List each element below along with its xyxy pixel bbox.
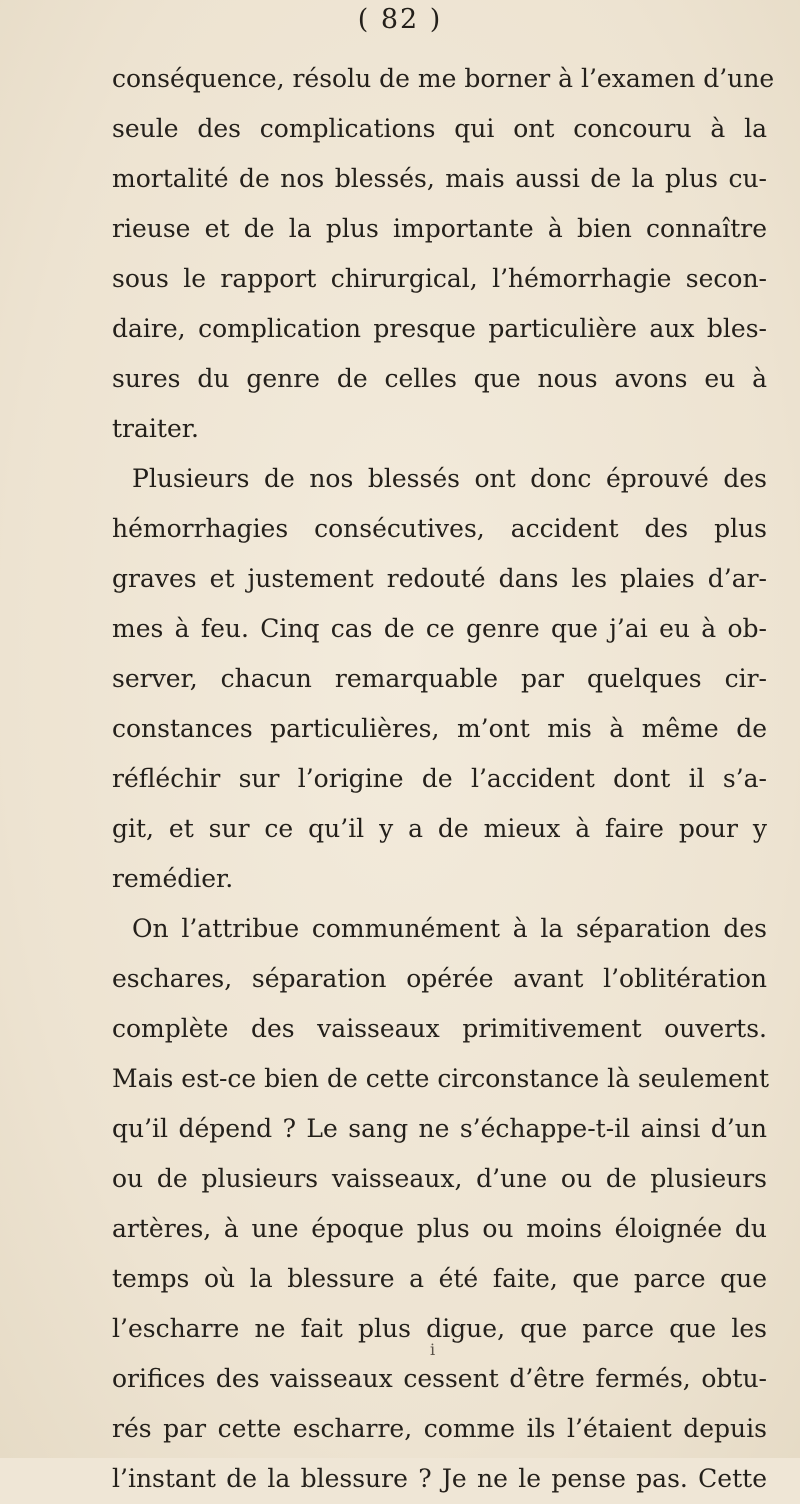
text-line: mes à feu. Cinq cas de ce genre que j’ai eu à ob- [112, 614, 767, 643]
text-line: git, et sur ce qu’il y a de mieux à faire pour y [112, 814, 767, 843]
body-text [112, 54, 775, 1504]
page-number: ( 82 ) [357, 4, 443, 35]
text-line: seule des complications qui ont concouru à la [112, 114, 767, 143]
text-line: conséquence, résolu de me borner à l’examen d’une [112, 64, 775, 93]
text-line: l’escharre ne fait plus digue, que parce que les [112, 1314, 767, 1343]
text-line: remédier. [112, 864, 234, 893]
text-line: qu’il dépend ? Le sang ne s’échappe-t-il ainsi d’un [112, 1114, 767, 1143]
text-line: traiter. [112, 414, 199, 443]
text-line: rieuse et de la plus importante à bien connaître [112, 214, 767, 243]
text-line: hémorrhagies consécutives, accident des plus [112, 514, 767, 543]
text-line: réfléchir sur l’origine de l’accident dont il s’a- [112, 764, 767, 793]
text-line: Mais est-ce bien de cette circonstance là seulement [112, 1064, 770, 1093]
text-line: server, chacun remarquable par quelques cir- [112, 664, 767, 693]
signature-mark: i [430, 1340, 436, 1359]
text-line: daire, complication presque particulière aux bles- [112, 314, 767, 343]
text-line: sous le rapport chirurgical, l’hémorrhagie secon- [112, 264, 767, 293]
text-line: ou de plusieurs vaisseaux, d’une ou de plusieurs [112, 1164, 767, 1193]
text-line: sures du genre de celles que nous avons eu à [112, 364, 767, 393]
text-line: On l’attribue communément à la séparation des [132, 914, 767, 943]
paragraph-2 [112, 454, 767, 904]
text-line: eschares, séparation opérée avant l’oblitération [112, 964, 767, 993]
text-line: Plusieurs de nos blessés ont donc éprouvé des [132, 464, 767, 493]
text-line: constances particulières, m’ont mis à même de [112, 714, 767, 743]
text-line: mortalité de nos blessés, mais aussi de la plus cu- [112, 164, 767, 193]
text-line: orifices des vaisseaux cessent d’être fermés, obtu- [112, 1364, 767, 1393]
text-line: temps où la blessure a été faite, que parce que [112, 1264, 767, 1293]
text-line: complète des vaisseaux primitivement ouverts. [112, 1014, 767, 1043]
paragraph-3 [112, 904, 770, 1504]
paragraph-1 [112, 54, 775, 454]
text-line: rés par cette escharre, comme ils l’étaient depuis [112, 1414, 767, 1443]
text-line: graves et justement redouté dans les plaies d’ar- [112, 564, 767, 593]
text-line: l’instant de la blessure ? Je ne le pense pas. Cette [112, 1464, 767, 1493]
text-line: artères, à une époque plus ou moins éloignée du [112, 1214, 767, 1243]
